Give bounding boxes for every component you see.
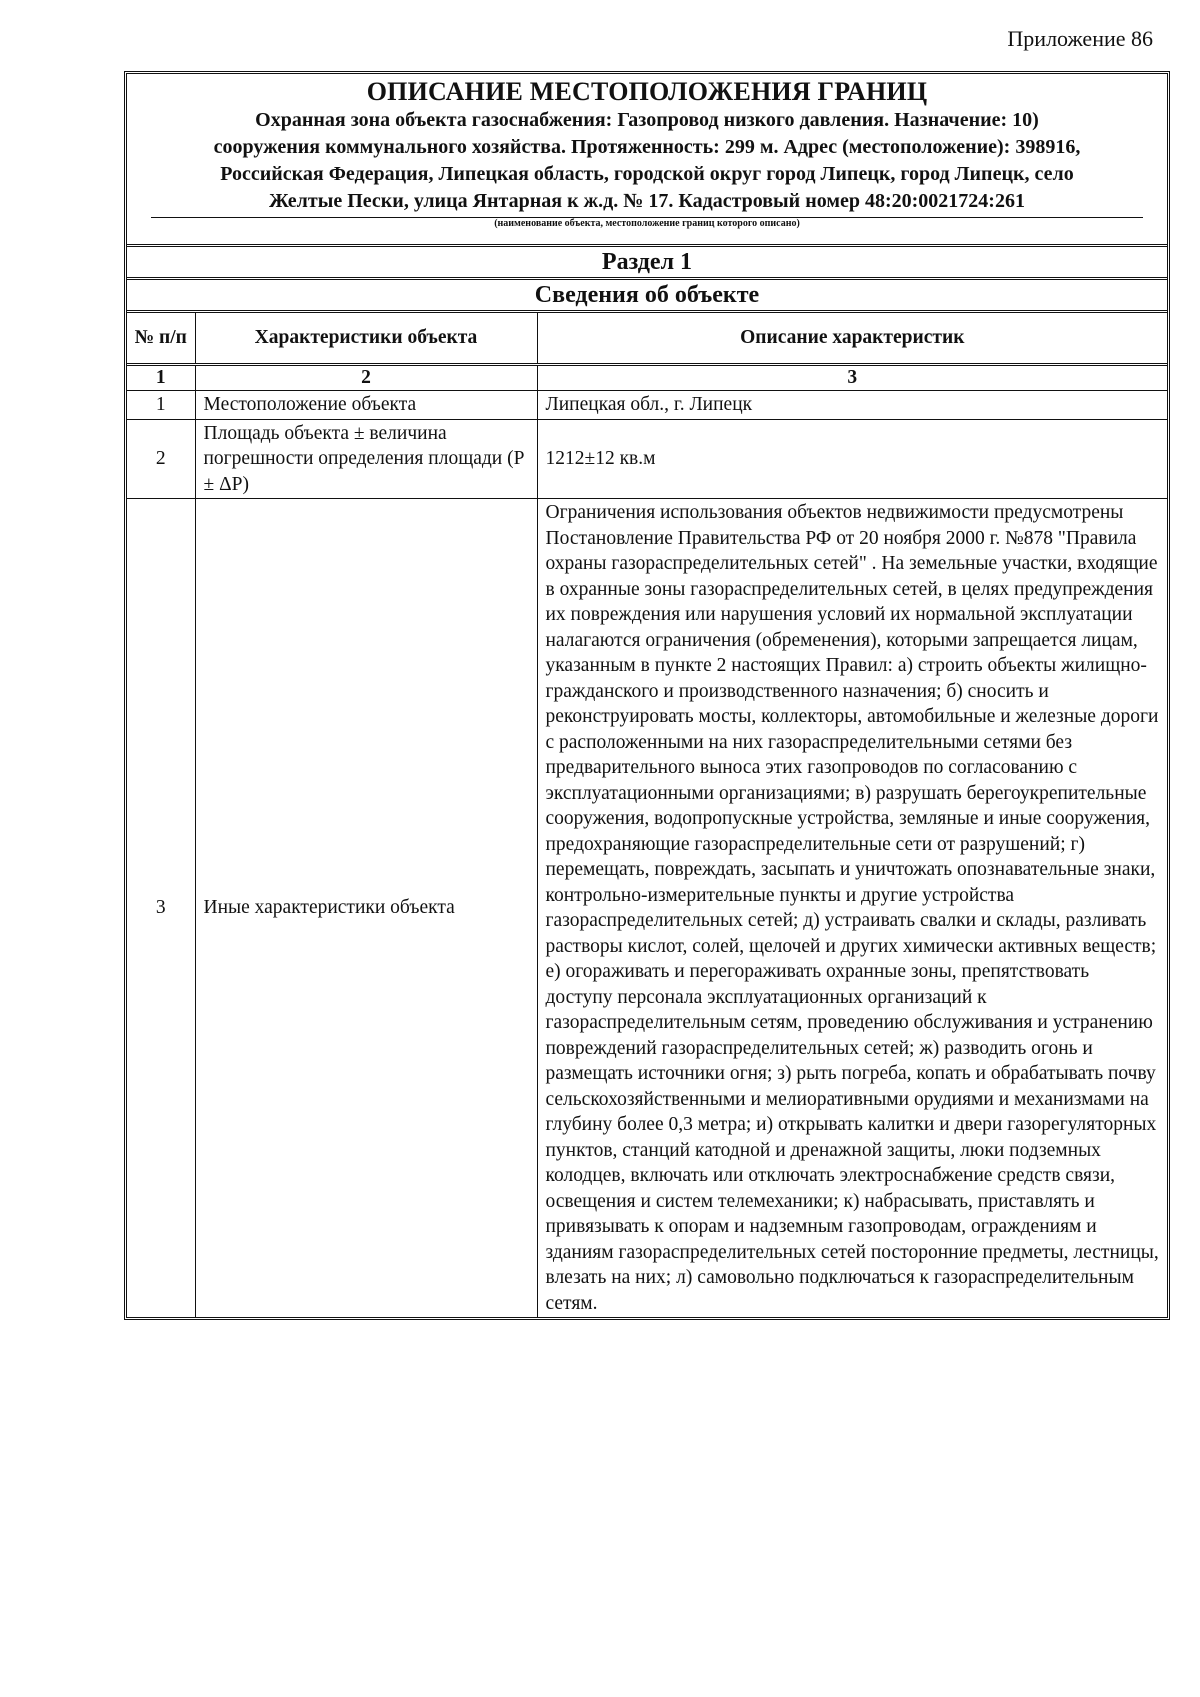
row-number: 2 bbox=[127, 419, 195, 499]
document-frame bbox=[124, 71, 1170, 1320]
table-row bbox=[127, 499, 1167, 1318]
column-number: 3 bbox=[537, 365, 1167, 391]
appendix-label: Приложение 86 bbox=[1007, 26, 1153, 51]
column-header-number: № п/п bbox=[127, 312, 195, 365]
row-number: 1 bbox=[127, 391, 195, 420]
document-title: ОПИСАНИЕ МЕСТОПОЛОЖЕНИЯ ГРАНИЦ bbox=[366, 77, 928, 106]
object-info-table bbox=[127, 310, 1167, 1317]
column-header-description: Описание характеристик bbox=[537, 312, 1167, 365]
table-header-row bbox=[127, 312, 1167, 365]
column-header-characteristic: Характеристики объекта bbox=[195, 312, 537, 365]
row-description: 1212±12 кв.м bbox=[537, 419, 1167, 499]
row-description: Ограничения использования объектов недвижимости предусмотрены Постановление Правительства РФ от 20 ноября 2000 г. №878 "Правила охраны газораспределительных сетей" . На земельные участки, входящие в охранные зоны газораспределительных сетей, в целях предупреждения их повреждения или нарушения условий их нормальной эксплуатации налагаются ограничения (обременения), которыми запрещается лицам, указанным в пункте 2 настоящих Правил: а) строить объекты жилищно-гражданского и производственного назначения; б) сносить и реконструировать мосты, коллекторы, автомобильные и железные дороги с расположенными на них газораспределительными сетями без предварительного выноса этих газопроводов по согласованию с эксплуатационными организациями; в) разрушать берегоукрепительные сооружения, водопропускные устройства, земляные и иные сооружения, предохраняющие газораспределительные сети от разрушений; г) перемещать, повреждать, засыпать и уничтожать опознавательные знаки, контрольно-измерительные пункты и другие устройства газораспределительных сетей; д) устраивать свалки и склады, разливать растворы кислот, солей, щелочей и других химически активных веществ; е) огораживать и перегораживать охранные зоны, препятствовать доступу персонала эксплуатационных организаций к газораспределительным сетям, проведению обслуживания и устранению повреждений газораспределительных сетей; ж) разводить огонь и размещать источники огня; з) рыть погреба, копать и обрабатывать почву сельскохозяйственными и мелиоративными орудиями и механизмами на глубину более 0,3 метра; и) открывать калитки и двери газорегуляторных пунктов, станций катодной и дренажной защиты, люки подземных колодцев, включать или отключать электроснабжение средств связи, освещения и систем телемеханики; к) набрасывать, приставлять и привязывать к опорам и надземным газопроводам, ограждениям и зданиям газораспределительных сетей посторонние предметы, лестницы, влезать на них; л) самовольно подключаться к газораспределительным сетям. bbox=[537, 499, 1167, 1318]
section-title: Раздел 1 bbox=[127, 244, 1167, 277]
object-caption: (наименование объекта, местоположение границ которого описано) bbox=[494, 218, 800, 229]
row-description: Липецкая обл., г. Липецк bbox=[537, 391, 1167, 420]
row-characteristic: Площадь объекта ± величина погрешности определения площади (P ± ΔP) bbox=[195, 419, 537, 499]
row-characteristic: Местоположение объекта bbox=[195, 391, 537, 420]
section-subtitle: Сведения об объекте bbox=[127, 277, 1167, 310]
table-row bbox=[127, 419, 1167, 499]
column-number: 1 bbox=[127, 365, 195, 391]
row-number: 3 bbox=[127, 499, 195, 1318]
document-header bbox=[127, 74, 1167, 244]
row-characteristic: Иные характеристики объекта bbox=[195, 499, 537, 1318]
column-numbering-row bbox=[127, 365, 1167, 391]
table-row bbox=[127, 391, 1167, 420]
object-description: Охранная зона объекта газоснабжения: Газопровод низкого давления. Назначение: 10) сооружения коммунального хозяйства. Протяженность: 299 м. Адрес (местоположение): 398916, Российская Федерация, Липецкая область, городской округ город Липецк, город Липецк, село Желтые Пески, улица Янтарная к ж.д. № 17. Кадастровый номер 48:20:0021724:261 bbox=[213, 109, 1081, 212]
column-number: 2 bbox=[195, 365, 537, 391]
